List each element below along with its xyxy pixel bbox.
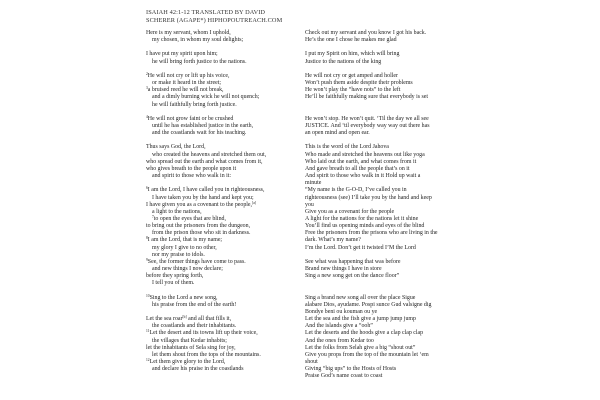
line-text: Give you props from the top of the mountain let ‘em <box>305 351 429 358</box>
line-text: Let the deserts and the hoods give a clap clap clap <box>305 330 424 337</box>
line-text: And the islands give a “ooh” <box>305 323 373 330</box>
line-text: alabare Dios, ayudame. Pospi sunce Gud valsigne dig <box>305 301 432 308</box>
translation-line <box>305 330 455 337</box>
scripture-line <box>146 280 294 287</box>
verse-number: 7 <box>152 214 154 219</box>
line-text: Let the sea roar <box>146 316 183 323</box>
line-text: Let the folks from Selah give a big “shout out” <box>305 344 416 351</box>
scripture-line <box>146 109 294 116</box>
line-text: This is the word of the Lord Jahova <box>305 144 389 151</box>
line-text: the coastlands and their inhabitants. <box>152 323 237 330</box>
verse-number: 9 <box>146 257 148 262</box>
scripture-line <box>146 288 294 295</box>
line-text: Who laid out the earth, and what comes from it <box>305 158 417 165</box>
line-text: He will not cry or get amped and holler <box>305 72 398 79</box>
line-text: let them shout from the tops of the mountains. <box>152 351 261 358</box>
line-text: I have given you as a covenant to the people, <box>146 201 252 208</box>
line-text: or make it heard in the street; <box>152 80 222 87</box>
scripture-line <box>146 94 294 101</box>
scripture-line <box>146 59 294 66</box>
translation-line <box>305 252 455 259</box>
translation-line <box>305 288 455 295</box>
line-text: from the prison those who sit in darkness. <box>152 230 251 237</box>
line-text: Praise God’s name coast to coast <box>305 373 383 380</box>
verse-number: 8 <box>146 236 148 241</box>
scripture-line <box>146 187 294 194</box>
translation-line <box>305 173 455 180</box>
scripture-line <box>146 102 294 109</box>
line-text: righteousness (see) I’ll take you by the hand and keep <box>305 194 432 201</box>
line-text: my chosen, in whom my soul delights; <box>152 37 244 44</box>
verse-number: 4 <box>146 114 148 119</box>
scripture-line <box>146 51 294 58</box>
line-text: Brand new things I have in store <box>305 266 382 273</box>
scripture-line <box>146 130 294 137</box>
verse-number: 6 <box>146 186 148 191</box>
scripture-line <box>146 137 294 144</box>
line-text: And spirit to those who walk in it Hold up wait a <box>305 173 421 180</box>
translation-line <box>305 166 455 173</box>
translation-line <box>305 66 455 73</box>
translation-line <box>305 44 455 51</box>
line-text: He will not cry or lift up his voice, <box>147 72 230 79</box>
scripture-line <box>146 237 294 244</box>
translation-line <box>305 102 455 109</box>
line-text: Sing a brand new song all over the place Sigue <box>305 294 416 301</box>
scripture-line <box>146 116 294 123</box>
line-text: See, the former things have come to pass. <box>147 258 246 265</box>
line-text: And the ones from Kedar too <box>305 337 374 344</box>
line-text: his praise from the end of the earth! <box>152 301 237 308</box>
line-text: Free the prisoners from the prisons who are living in the <box>305 230 438 237</box>
line-text: before they spring forth, <box>146 273 204 280</box>
line-text: you <box>305 201 314 208</box>
scripture-line <box>146 159 294 166</box>
line-text: and declare his praise in the coastlands <box>152 366 244 373</box>
line-text: and all that fills it, <box>186 316 232 323</box>
line-text: minute <box>305 180 322 187</box>
line-text: he will bring forth justice to the nations. <box>152 58 247 65</box>
line-text: nor my praise to idols. <box>152 251 205 258</box>
scripture-line <box>146 352 294 359</box>
line-text: I tell you of them. <box>152 280 195 287</box>
line-text: and new things I now declare; <box>152 266 223 273</box>
line-text: Sing a new song get on the dance floor” <box>305 273 400 280</box>
line-text: a bruised reed he will not break, <box>147 87 224 94</box>
scripture-line <box>146 173 294 180</box>
document-header <box>146 9 282 25</box>
scripture-line <box>146 30 294 37</box>
line-text: I am the Lord, that is my name; <box>147 237 223 244</box>
scripture-line <box>146 359 294 366</box>
translation-line <box>305 302 455 309</box>
translation-line <box>305 366 455 373</box>
line-text: and the coastlands wait for his teaching. <box>152 130 247 137</box>
line-text: “My name is the G-O-D, I’ve called you in <box>305 187 407 194</box>
translation-line <box>305 237 455 244</box>
translation-line <box>305 352 455 359</box>
verse-number: 2 <box>146 71 148 76</box>
translation-line <box>305 130 455 137</box>
translation-line <box>305 159 455 166</box>
line-text: Here is my servant, whom I uphold, <box>146 30 231 36</box>
line-text: You’ll find us opening minds and eyes of the blind <box>305 223 425 230</box>
line-text: I am the Lord, I have called you in righteousness, <box>147 187 265 194</box>
line-text: shout <box>305 359 318 366</box>
line-text: He will not grow faint or be crushed <box>147 115 234 122</box>
translation-line <box>305 116 455 123</box>
line-text: JUSTICE. And ‘til everybody way way out there has <box>305 122 430 129</box>
line-text: dark. What’s my name? <box>305 237 361 244</box>
translation-line <box>305 73 455 80</box>
line-text: who gives breath to the people upon it <box>146 165 237 172</box>
line-text: who spread out the earth and what comes from it, <box>146 158 263 165</box>
line-text: who created the heavens and stretched them out, <box>152 151 267 158</box>
scripture-line <box>146 338 294 345</box>
scripture-line <box>146 330 294 337</box>
verse-number: 11 <box>146 329 150 334</box>
footnote-marker: [b] <box>182 314 187 319</box>
translation-line <box>305 259 455 266</box>
line-text: I put my Spirit on him, which will bring <box>305 51 400 58</box>
line-text: Giving “big ups” to the Hosts of Hosts <box>305 366 397 373</box>
scripture-line <box>146 209 294 216</box>
line-text: he will faithfully bring forth justice. <box>152 101 237 108</box>
scripture-line <box>146 245 294 252</box>
line-text: I’m the Lord. Don’t get it twisted I’M the Lord <box>305 244 416 251</box>
line-text: He won’t play the “have nots” to the left <box>305 87 401 94</box>
line-text: and spirit to those who walk in it: <box>152 173 232 180</box>
translation-line <box>305 245 455 252</box>
translation-line <box>305 51 455 58</box>
line-text: Justice to the nations of the king <box>305 58 382 65</box>
line-text: let the inhabitants of Sela sing for joy, <box>146 344 236 351</box>
scripture-line <box>146 66 294 73</box>
translation-line <box>305 30 455 37</box>
line-text: the villages that Kedar inhabits; <box>152 337 227 344</box>
scripture-line <box>146 302 294 309</box>
scripture-line <box>146 37 294 44</box>
line-text: a light to the nations, <box>152 208 202 215</box>
line-text: I have taken you by the hand and kept you; <box>152 194 254 201</box>
translation-line <box>305 195 455 202</box>
scripture-line <box>146 152 294 159</box>
line-text: an open mind and open ear. <box>305 130 370 137</box>
scripture-line <box>146 295 294 302</box>
line-text: Check out my servant and you know I got his back. <box>305 30 427 36</box>
translation-line <box>305 37 455 44</box>
translation-line <box>305 323 455 330</box>
line-text: Who made and stretched the heavens out like yoga <box>305 151 425 158</box>
line-text: A light for the nations for the nations let it shine <box>305 215 419 222</box>
verse-number: 10 <box>146 293 150 298</box>
line-text: Let the sea and the fish give a jump jump jump <box>305 316 416 323</box>
line-text: He’s the one I chose he makes me glad <box>305 37 397 44</box>
scripture-line <box>146 202 294 209</box>
line-text: to open the eyes that are blind, <box>153 215 226 222</box>
translation-line <box>305 152 455 159</box>
line-text: Bondye beni ou kouman ou ye <box>305 308 378 315</box>
translation-line <box>305 109 455 116</box>
header-line-2: SCHERER (AGAPE*) HIPHOPOUTREACH.COM <box>146 17 283 24</box>
translation-line <box>305 187 455 194</box>
verse-number: 3 <box>146 86 148 91</box>
scripture-line <box>146 166 294 173</box>
translation-line <box>305 123 455 130</box>
scripture-line <box>146 252 294 259</box>
line-text: until he has established justice in the earth, <box>152 122 254 129</box>
line-text: See what was happening that was before <box>305 258 401 265</box>
scripture-line <box>146 345 294 352</box>
scripture-line <box>146 144 294 151</box>
line-text: and a dimly burning wick he will not quench; <box>152 94 260 101</box>
translation-line <box>305 202 455 209</box>
line-text: Give you as a covenant for the people <box>305 208 395 215</box>
scripture-line <box>146 366 294 373</box>
translation-line <box>305 59 455 66</box>
header-line-1: ISAIAH 42:1-12 TRANSLATED BY DAVID <box>146 9 266 16</box>
scripture-line <box>146 73 294 80</box>
line-text: Thus says God, the Lord, <box>146 144 206 151</box>
translation-line <box>305 209 455 216</box>
line-text: He’ll be faithfully making sure that everybody is set <box>305 94 429 101</box>
scripture-line <box>146 316 294 323</box>
footnote-marker: [a] <box>252 200 256 205</box>
scripture-line <box>146 259 294 266</box>
translation-line <box>305 273 455 280</box>
scripture-line <box>146 87 294 94</box>
line-text: Let them give glory to the Lord, <box>149 359 226 366</box>
translation-line <box>305 338 455 345</box>
translation-line <box>305 94 455 101</box>
line-text: I have put my spirit upon him; <box>146 51 218 58</box>
verse-number: 12 <box>146 357 150 362</box>
translation-line <box>305 144 455 151</box>
translation-line <box>305 345 455 352</box>
translation-line <box>305 280 455 287</box>
hiphop-translation-column <box>305 30 455 381</box>
scripture-line <box>146 44 294 51</box>
line-text: Won’t push them aside despite their problems <box>305 80 413 87</box>
translation-line <box>305 373 455 380</box>
line-text: to bring out the prisoners from the dungeon, <box>146 223 251 230</box>
line-text: He won’t stop. He won’t quit. ‘Til the day we all see <box>305 115 429 122</box>
line-text: Let the desert and its towns lift up their voice, <box>149 330 258 337</box>
line-text: Sing to the Lord a new song, <box>149 294 218 301</box>
translation-line <box>305 295 455 302</box>
scripture-column <box>146 30 294 373</box>
translation-line <box>305 230 455 237</box>
line-text: And gave breath to all the people that’s on it <box>305 165 410 172</box>
line-text: my glory I give to no other, <box>152 244 217 251</box>
